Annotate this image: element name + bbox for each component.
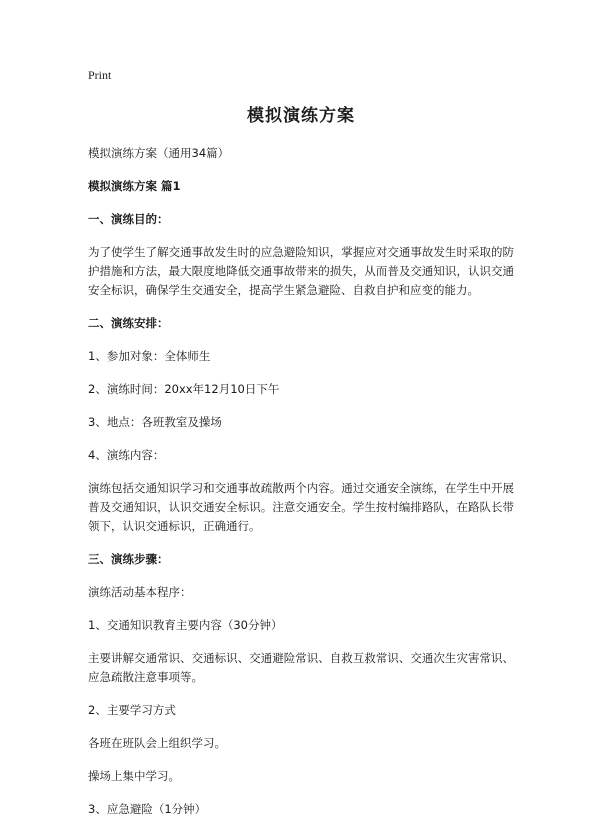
paragraph-field-study: 操场上集中学习。	[88, 769, 180, 783]
heading-purpose: 一、演练目的：	[88, 212, 169, 226]
document-page	[88, 68, 514, 833]
print-label: Print	[88, 68, 112, 82]
paragraph-content: 演练包括交通知识学习和交通事故疏散两个内容。通过交通安全演练，在学生中开展普及交通知识，认识交通安全标识。注意交通安全。学生按村编排路队，在路队长带领下，认识交通标识，正确通行。	[88, 481, 514, 533]
page-title: 模拟演练方案	[247, 106, 355, 126]
paragraph-class-study: 各班在班队会上组织学习。	[88, 736, 226, 750]
paragraph-procedure: 演练活动基本程序：	[88, 585, 192, 599]
list-item-location: 3、地点：各班教室及操场	[88, 415, 222, 429]
heading-arrangement: 二、演练安排：	[88, 316, 169, 330]
step-item-knowledge: 1、交通知识教育主要内容（30分钟）	[88, 618, 283, 632]
paragraph-purpose: 为了使学生了解交通事故发生时的应急避险知识，掌握应对交通事故发生时采取的防护措施和方法，最大限度地降低交通事故带来的损失，从而普及交通知识，认识交通安全标识，确保学生交通安全，提高学生紧急避险、自救自护和应变的能力。	[88, 245, 514, 297]
list-item-content: 4、演练内容：	[88, 448, 165, 462]
document-subtitle: 模拟演练方案（通用34篇）	[88, 146, 230, 160]
step-item-study-method: 2、主要学习方式	[88, 703, 176, 717]
paragraph-knowledge-detail: 主要讲解交通常识、交通标识、交通避险常识、自救互救常识、交通次生灾害常识、应急疏散注意事项等。	[88, 651, 514, 684]
list-item-participants: 1、参加对象：全体师生	[88, 349, 211, 363]
heading-steps: 三、演练步骤：	[88, 552, 169, 566]
step-item-evacuation: 3、应急避险（1分钟）	[88, 802, 207, 816]
section-title: 模拟演练方案 篇1	[88, 179, 181, 193]
list-item-time: 2、演练时间：20xx年12月10日下午	[88, 382, 280, 396]
